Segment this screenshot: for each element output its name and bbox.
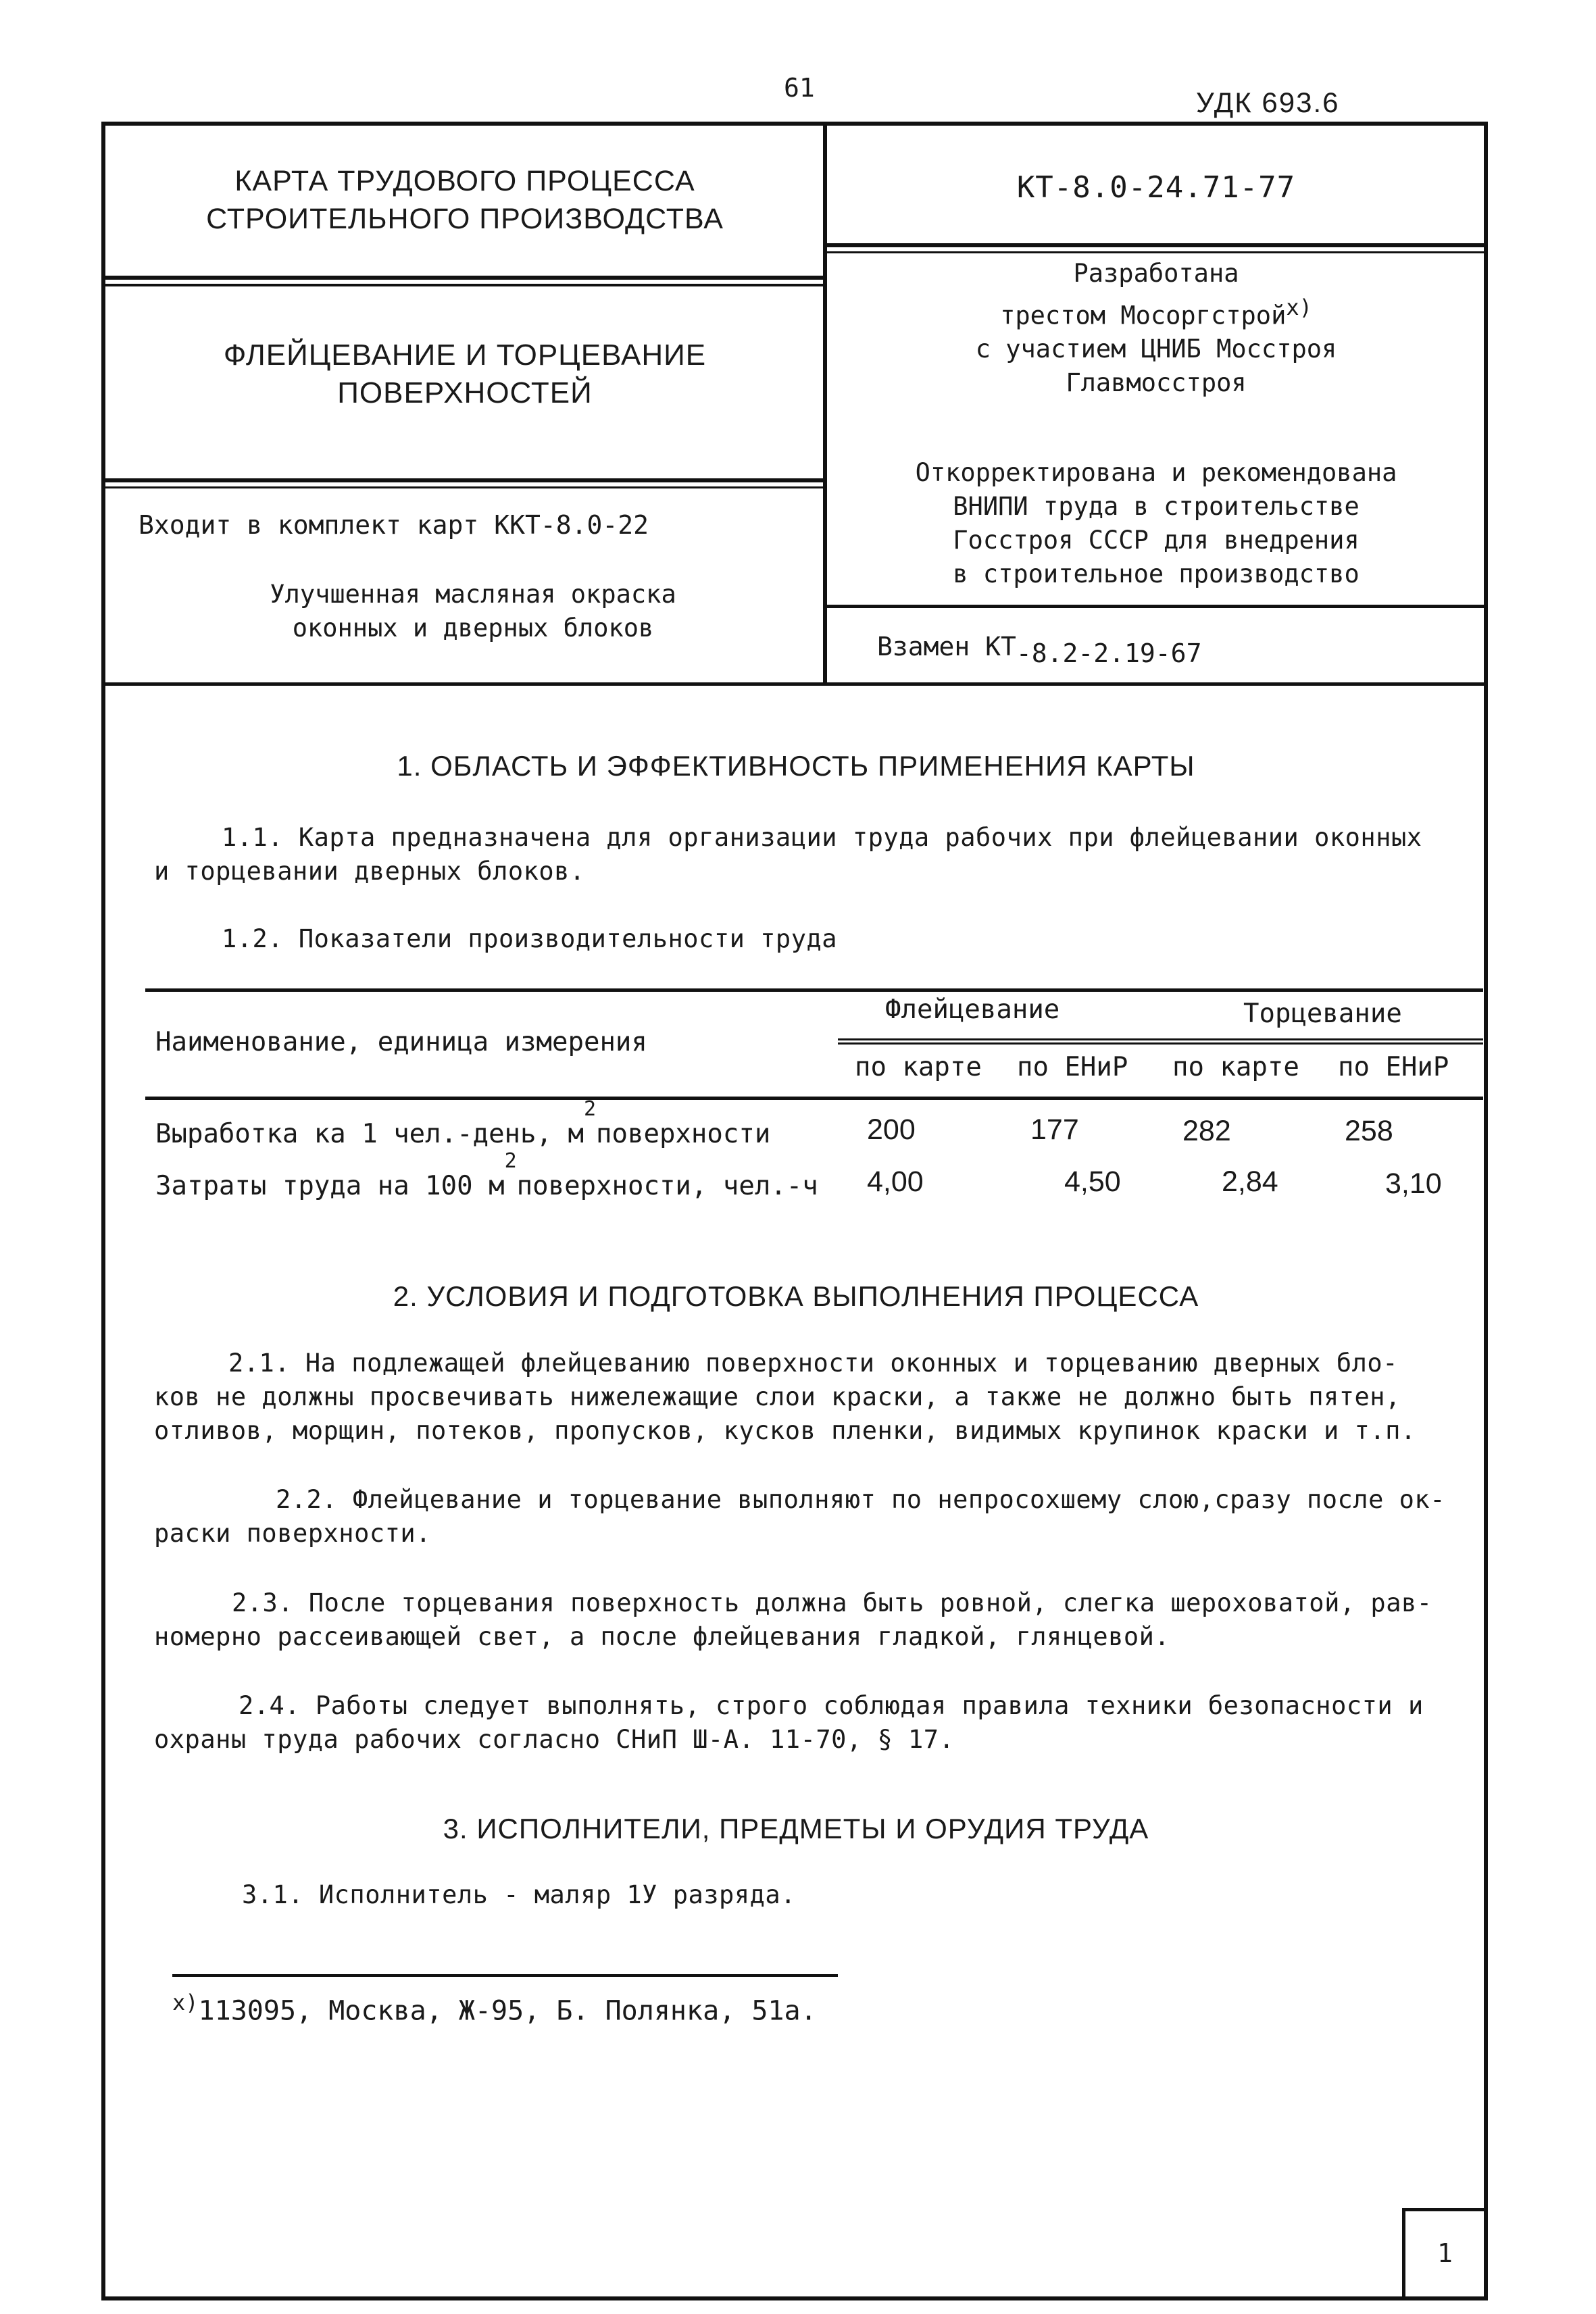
table-subheader-card-2: по карте: [1172, 1052, 1299, 1082]
table-row-2-value-4: 3,10: [1385, 1167, 1442, 1200]
para-1-1-line1: 1.1. Карта предназначена для организации труда рабочих при флейцевании оконных: [222, 823, 1422, 852]
table-row-1-value-3: 282: [1182, 1115, 1231, 1147]
replaces-label: Взамен КТ: [877, 632, 1016, 661]
developed-line4: Главмосстроя: [1066, 368, 1247, 398]
para-2-4: [154, 1689, 1472, 1757]
udc-code: УДК 693.6: [1196, 86, 1340, 118]
table-row-1-value-1: 200: [867, 1113, 916, 1146]
table-subheader-enir-2: по ЕНиР: [1338, 1052, 1449, 1082]
para-2-1-line1: 2.1. На подлежащей флейцеванию поверхности оконных и торцеванию дверных бло-: [228, 1349, 1398, 1378]
table-col-name-header: Наименование, единица измерения: [155, 1027, 647, 1057]
table-row-1-label: [155, 1097, 771, 1149]
sheet-number-box: [1402, 2208, 1488, 2300]
sheet-number: 1: [1437, 2238, 1453, 2268]
table-row-2-label-b: поверхности, чел.-ч: [516, 1171, 818, 1201]
set-name-line1: Улучшенная масляная окраска: [270, 580, 676, 609]
table-subheader-card-1: по карте: [855, 1052, 982, 1082]
para-2-3-line1: 2.3. После торцевания поверхность должна быть ровной, слегка шероховатой, рав-: [232, 1588, 1432, 1617]
para-2-3: [154, 1586, 1472, 1654]
corrected-by: [828, 456, 1484, 591]
footnote-text: 113095, Москва, Ж-95, Б. Полянка, 51а.: [198, 1995, 817, 2027]
replaces-code: -8.2-2.19-67: [1016, 638, 1202, 668]
set-line: Входит в комплект карт ККТ-8.0-22: [139, 510, 649, 540]
section2-title: 2. УСЛОВИЯ И ПОДГОТОВКА ВЫПОЛНЕНИЯ ПРОЦЕССА: [393, 1280, 1199, 1312]
para-2-2-line2: раски поверхности.: [154, 1519, 431, 1548]
para-1-1-line2: и торцевании дверных блоков.: [154, 857, 585, 886]
card-code: КТ-8.0-24.71-77: [1016, 170, 1296, 205]
table-subheader-enir-1: по ЕНиР: [1017, 1052, 1128, 1082]
table-row-2-label: [155, 1149, 818, 1201]
corrected-line1: Откорректирована и рекомендована: [915, 458, 1397, 487]
para-2-3-line2: номерно рассеивающей свет, а после флейцевания гладкой, глянцевой.: [154, 1622, 1170, 1651]
corrected-line2: ВНИПИ труда в строительстве: [953, 492, 1360, 521]
para-2-4-line2: охраны труда рабочих согласно СНиП Ш-А. 11-70, § 17.: [154, 1725, 955, 1754]
developed-footnote-mark: x): [1286, 295, 1312, 320]
card-title-line2: ПОВЕРХНОСТЕЙ: [337, 376, 593, 409]
table-row-2-label-a: Затраты труда на 100 м: [155, 1171, 505, 1201]
table-group-fleitsevanie: Флейцевание: [885, 995, 1060, 1025]
table-row-1-sup: 2: [583, 1097, 597, 1121]
developed-line2: трестом Мосоргстрой: [1000, 301, 1287, 330]
card-type-line2: СТРОИТЕЛЬНОГО ПРОИЗВОДСТВА: [206, 203, 724, 235]
set-name-line2: оконных и дверных блоков: [292, 613, 654, 643]
para-2-1-line2: ков не должны просвечивать нижележащие слои краски, а также не должно быть пятен,: [154, 1382, 1401, 1411]
table-row-1-label-a: Выработка ка 1 чел.-день, м: [155, 1119, 584, 1149]
para-1-1: [154, 821, 1472, 888]
replaces: [877, 632, 1202, 668]
developed-line3: с участием ЦНИБ Мосстроя: [975, 334, 1337, 364]
corrected-line3: Госстроя СССР для внедрения: [953, 526, 1360, 555]
para-2-1: [154, 1347, 1472, 1448]
table-row-1-label-b: поверхности: [596, 1119, 771, 1149]
card-type: [108, 162, 822, 238]
table-row-1-value-2: 177: [1030, 1113, 1079, 1146]
footnote: [172, 1990, 817, 2026]
table-row-2-sup: 2: [504, 1149, 517, 1173]
footnote-divider: [172, 1974, 838, 1977]
corrected-line4: в строительное производство: [953, 559, 1360, 588]
card-type-line1: КАРТА ТРУДОВОГО ПРОЦЕССА: [234, 165, 695, 197]
table-row-2-value-2: 4,50: [1064, 1165, 1121, 1198]
para-2-2-line1: 2.2. Флейцевание и торцевание выполняют по непросохшему слою,сразу после ок-: [276, 1485, 1445, 1514]
set-name: [203, 578, 743, 645]
table-row-1-value-4: 258: [1345, 1115, 1393, 1147]
developed-line1: Разработана: [1073, 259, 1239, 288]
footnote-mark: x): [172, 1990, 199, 2015]
para-3-1: 3.1. Исполнитель - маляр 1У разряда.: [242, 1880, 796, 1909]
section3-title: 3. ИСПОЛНИТЕЛИ, ПРЕДМЕТЫ И ОРУДИЯ ТРУДА: [443, 1813, 1149, 1844]
table-row-2-value-1: 4,00: [867, 1165, 924, 1198]
para-2-1-line3: отливов, морщин, потеков, пропусков, кусков пленки, видимых крупинок краски и т.п.: [154, 1416, 1416, 1445]
para-2-2: [154, 1483, 1472, 1551]
section1-title: 1. ОБЛАСТЬ И ЭФФЕКТИВНОСТЬ ПРИМЕНЕНИЯ КАРТЫ: [397, 750, 1195, 782]
developed-line2-wrap: [828, 291, 1484, 332]
card-title: [108, 336, 822, 412]
card-title-line1: ФЛЕЙЦЕВАНИЕ И ТОРЦЕВАНИЕ: [223, 338, 707, 372]
para-2-4-line1: 2.4. Работы следует выполнять, строго соблюдая правила техники безопасности и: [239, 1691, 1424, 1720]
table-row-2-value-3: 2,84: [1222, 1165, 1278, 1198]
page-number: 61: [784, 73, 815, 103]
table-group-tortsevanie: Торцевание: [1243, 999, 1402, 1029]
developed-by: [828, 257, 1484, 400]
para-1-2: 1.2. Показатели производительности труда: [222, 924, 838, 953]
